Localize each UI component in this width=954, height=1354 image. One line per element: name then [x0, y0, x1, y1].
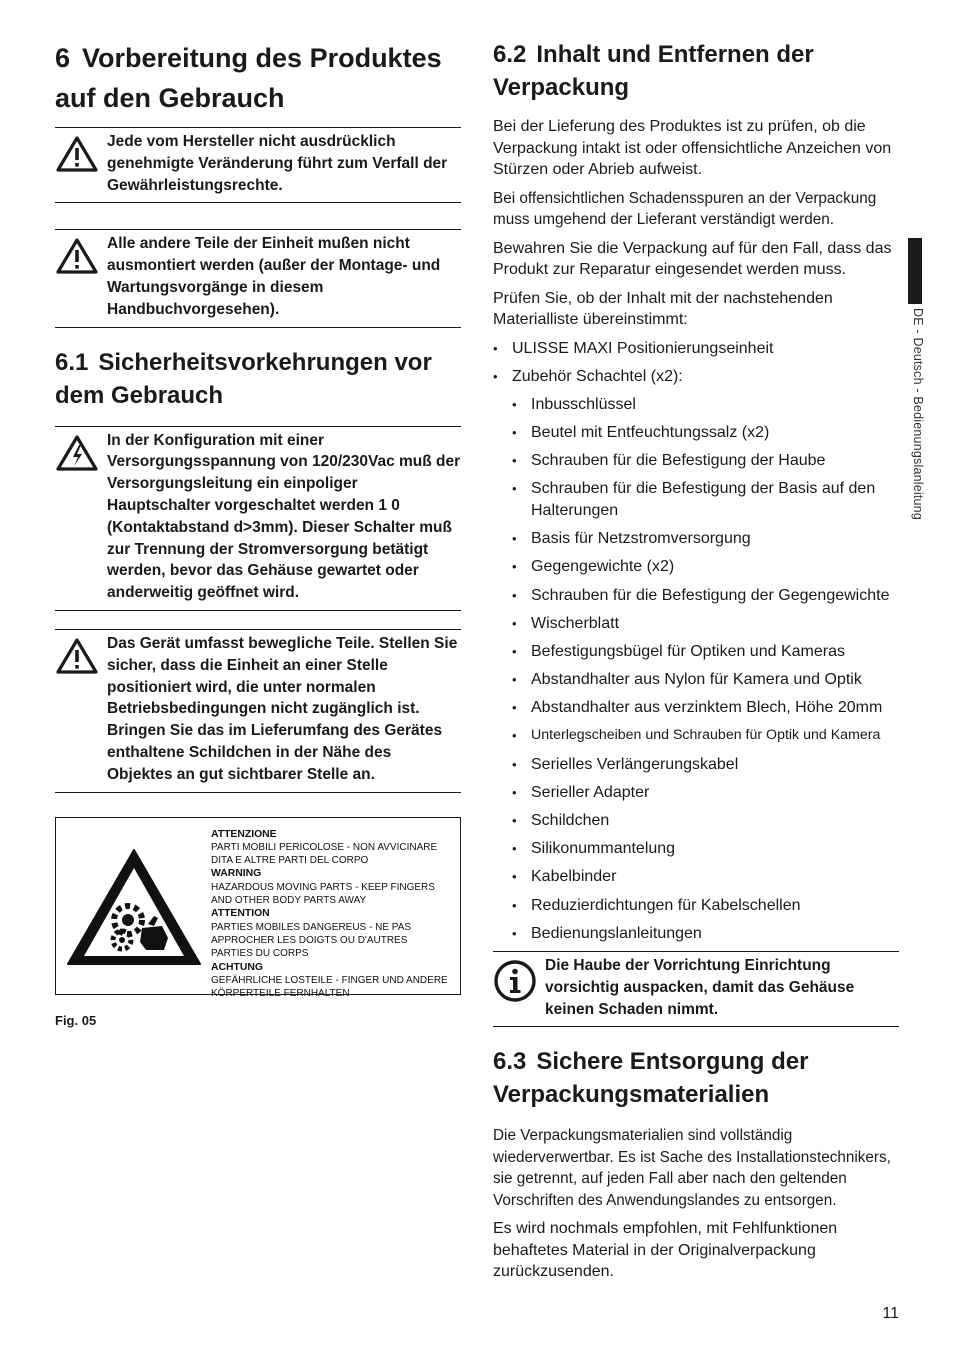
list-item: • Befestigungsbügel für Optiken und Kameras: [512, 641, 899, 663]
section-6-1-title: [55, 346, 461, 412]
list-item: • Beutel mit Entfeuchtungssalz (x2): [512, 422, 899, 444]
section-number: 6.2: [493, 41, 527, 68]
warning-label-text: [211, 828, 451, 1001]
chapter-title-text: Vorbereitung des Produktes auf den Gebrauch: [55, 43, 442, 113]
section-title-text: Sicherheitsvorkehrungen vor dem Gebrauch: [55, 348, 432, 409]
list-item: • Schildchen: [512, 810, 899, 832]
moving-parts-hazard-icon: [64, 846, 204, 973]
list-item: • Wischerblatt: [512, 613, 899, 635]
list-item: • Schrauben für die Befestigung der Gegengewichte: [512, 585, 899, 607]
list-item: • Basis für Netzstromversorgung: [512, 528, 899, 550]
chapter-number: 6: [55, 43, 71, 73]
sign-line: PARTIES MOBILES DANGEREUS - NE PAS APPROCHER LES DOIGTS OU D'AUTRES PARTIES DU CORPS: [211, 921, 412, 960]
paragraph: Bei der Lieferung des Produktes ist zu prüfen, ob die Verpackung intakt ist oder offensichtliche Anzeichen von Stürzen oder Abrieb aufweist.: [493, 118, 892, 178]
info-box-unpack: [493, 951, 899, 1027]
sign-heading: ATTENZIONE: [211, 828, 277, 840]
page-number: 11: [882, 1305, 899, 1322]
list-item: • Abstandhalter aus Nylon für Kamera und Optik: [512, 669, 899, 691]
list-item: • Reduzierdichtungen für Kabelschellen: [512, 895, 899, 917]
warning-box-disassembly: [55, 229, 461, 327]
list-item: • Unterlegscheiben und Schrauben für Optik und Kamera: [512, 725, 899, 747]
accessory-list: [493, 394, 899, 944]
right-column: [493, 38, 899, 1283]
paragraph: Bewahren Sie die Verpackung auf für den Fall, dass das Produkt zur Reparatur eingesendet werden muss.: [493, 239, 892, 278]
figure-caption: Fig. 05: [55, 1012, 97, 1028]
info-circle-icon: [493, 955, 545, 1003]
section-title-text: Sichere Entsorgung der Verpackungsmaterialien: [493, 1048, 809, 1109]
list-item: • Bedienungslanleitungen: [512, 923, 899, 945]
list-item: • Zubehör Schachtel (x2):: [493, 366, 899, 388]
warning-triangle-icon: [55, 633, 107, 675]
warning-text: Jede vom Hersteller nicht ausdrücklich genehmigte Veränderung führt zum Verfall der Gewährleistungsrechte.: [107, 133, 448, 194]
sign-line: HAZARDOUS MOVING PARTS - KEEP FINGERS AND OTHER BODY PARTS AWAY: [211, 881, 435, 907]
sign-heading: ATTENTION: [211, 908, 270, 920]
list-item: • Kabelbinder: [512, 866, 899, 888]
warning-box-modifications: [55, 127, 461, 203]
section-title-text: Inhalt und Entfernen der Verpackung: [493, 41, 814, 101]
paragraph: Prüfen Sie, ob der Inhalt mit der nachstehenden Materialliste übereinstimmt:: [493, 289, 833, 328]
paragraph: Es wird nochmals empfohlen, mit Fehlfunktionen behaftetes Material in der Originalverpackung zurückzusenden.: [493, 1220, 838, 1281]
warning-triangle-icon: [55, 131, 107, 173]
sign-line: PARTI MOBILI PERICOLOSE - NON AVVICINARE DITA E ALTRE PARTI DEL CORPO: [211, 841, 438, 867]
figure-warning-label: [55, 817, 461, 1000]
warning-text: Das Gerät umfasst bewegliche Teile. Stellen Sie sicher, dass die Einheit an einer Stelle positioniert wird, die unter normalen Betriebsbedingungen nicht zugänglich ist. Bringen Sie das im Lieferumfang des Gerätes enthaltene Schildchen in der Nähe des Objektes an gut sichtbarer Stelle an.: [107, 634, 458, 783]
paragraph: Bei offensichtlichen Schadensspuren an der Verpackung muss umgehend der Lieferant verständigt werden.: [493, 189, 877, 228]
section-6-2-title: [493, 38, 899, 104]
contents-list: [493, 338, 899, 388]
language-tab-marker: [908, 238, 922, 304]
sign-heading: ACHTUNG: [211, 961, 263, 973]
list-item: • Serieller Adapter: [512, 782, 899, 804]
side-language-label: DE - Deutsch - Bedienungslanleitung: [911, 308, 925, 520]
list-item: • Gegengewichte (x2): [512, 556, 899, 578]
list-item: • Inbusschlüssel: [512, 394, 899, 416]
sign-line: GEFÄHRLICHE LOSTEILE - FINGER UND ANDERE KÖRPERTEILE FERNHALTEN: [211, 974, 448, 1000]
list-item: • Serielles Verlängerungskabel: [512, 754, 899, 776]
warning-box-moving-parts: [55, 629, 461, 793]
section-number: 6.1: [55, 348, 89, 376]
warning-text: Alle andere Teile der Einheit mußen nicht ausmontiert werden (außer der Montage- und Wartungsvorgänge in diesem Handbuchvorgesehen).: [107, 235, 441, 318]
warning-text: In der Konfiguration mit einer Versorgungsspannung von 120/230Vac muß der Versorgungsleitung ein einpoliger Hauptschalter vorgeschaltet werden 1 0 (Kontaktabstand d>3mm). Dieser Schalter muß zur Trennung der Stromversorgung betätigt werden, bevor das Gehäuse gewartet oder anderweitig geöffnet wird.: [107, 431, 461, 602]
sign-heading: WARNING: [211, 868, 262, 880]
chapter-title: [55, 38, 461, 118]
left-column: [55, 38, 461, 1028]
list-item: • ULISSE MAXI Positionierungseinheit: [493, 338, 899, 360]
warning-box-power-switch: [55, 426, 461, 611]
paragraph: Die Verpackungsmaterialien sind vollständig wiederverwertbar. Es ist Sache des Installationstechnikers, sie getrennt, auf jeden Fall aber nach den geltenden Vorschriften des Anwendungslandes zu entsorgen.: [493, 1127, 891, 1209]
warning-triangle-icon: [55, 233, 107, 275]
electric-hazard-icon: [55, 430, 107, 472]
section-number: 6.3: [493, 1048, 527, 1076]
list-item: • Schrauben für die Befestigung der Haube: [512, 450, 899, 472]
list-item: • Silikonummantelung: [512, 838, 899, 860]
list-item: • Abstandhalter aus verzinktem Blech, Höhe 20mm: [512, 697, 899, 719]
section-6-3-title: [493, 1045, 899, 1111]
info-text: Die Haube der Vorrichtung Einrichtung vorsichtig auspacken, damit das Gehäuse keinen Schaden nimmt.: [545, 956, 855, 1018]
list-item: • Schrauben für die Befestigung der Basis auf den Halterungen: [512, 478, 899, 521]
